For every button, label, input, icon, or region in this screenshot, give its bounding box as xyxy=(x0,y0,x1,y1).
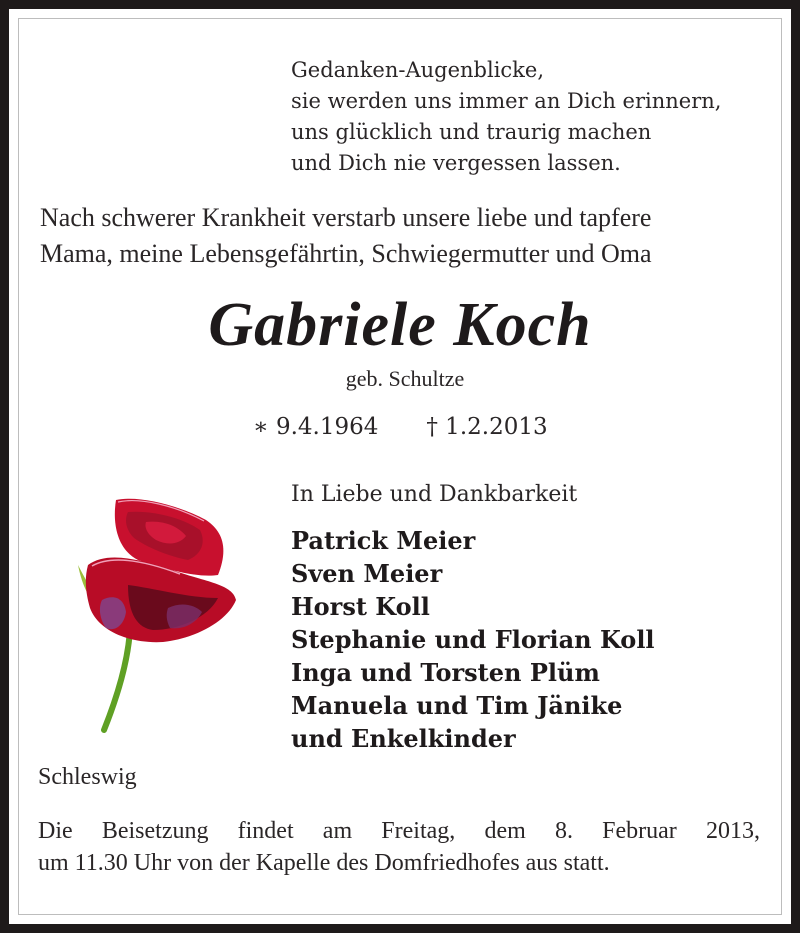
poem xyxy=(291,55,721,179)
intro-line: Nach schwerer Krankheit verstarb unsere liebe und tapfere xyxy=(40,203,652,232)
poem-line: und Dich nie vergessen lassen. xyxy=(291,151,621,175)
maiden-name: geb. Schultze xyxy=(345,366,465,391)
mourner-name: Inga und Torsten Plüm xyxy=(291,658,600,687)
funeral-word: findet xyxy=(237,818,294,844)
deceased-name: Gabriele Koch xyxy=(208,291,592,359)
death-date: † 1.2.2013 xyxy=(426,414,548,440)
mourner-name: Manuela und Tim Jänike xyxy=(291,691,623,720)
red-rose-icon xyxy=(68,490,248,735)
life-dates xyxy=(253,414,548,440)
place-name: Schleswig xyxy=(38,764,137,790)
funeral-word: dem xyxy=(484,818,526,844)
intro-line: Mama, meine Lebensgefährtin, Schwiegermutter und Oma xyxy=(40,239,652,268)
funeral-word: Die xyxy=(38,818,73,844)
funeral-line-2: um 11.30 Uhr von der Kapelle des Domfriedhofes aus statt. xyxy=(38,850,610,876)
funeral-word: 2013, xyxy=(705,818,760,844)
funeral-word: 8. xyxy=(554,818,573,844)
poem-line: Gedanken-Augenblicke, xyxy=(291,58,545,82)
funeral-word: am xyxy=(322,818,353,844)
poem-line: sie werden uns immer an Dich erinnern, xyxy=(291,89,722,113)
mourner-name: Patrick Meier xyxy=(291,526,476,555)
mourner-name: Sven Meier xyxy=(291,559,443,588)
poem-line: uns glücklich und traurig machen xyxy=(291,120,652,144)
thanks-heading: In Liebe und Dankbarkeit xyxy=(291,482,578,507)
funeral-word: Beisetzung xyxy=(101,818,209,844)
birth-date: ∗ 9.4.1964 xyxy=(253,414,379,440)
mourner-name: Stephanie und Florian Koll xyxy=(291,625,655,654)
funeral-word: Freitag, xyxy=(381,818,456,844)
mourner-name: Horst Koll xyxy=(291,592,430,621)
funeral-notice xyxy=(38,815,760,879)
mourners-list xyxy=(291,524,655,755)
funeral-line-1 xyxy=(38,815,760,847)
intro-text xyxy=(40,200,762,272)
funeral-word: Februar xyxy=(602,818,677,844)
mourner-name: und Enkelkinder xyxy=(291,724,516,753)
